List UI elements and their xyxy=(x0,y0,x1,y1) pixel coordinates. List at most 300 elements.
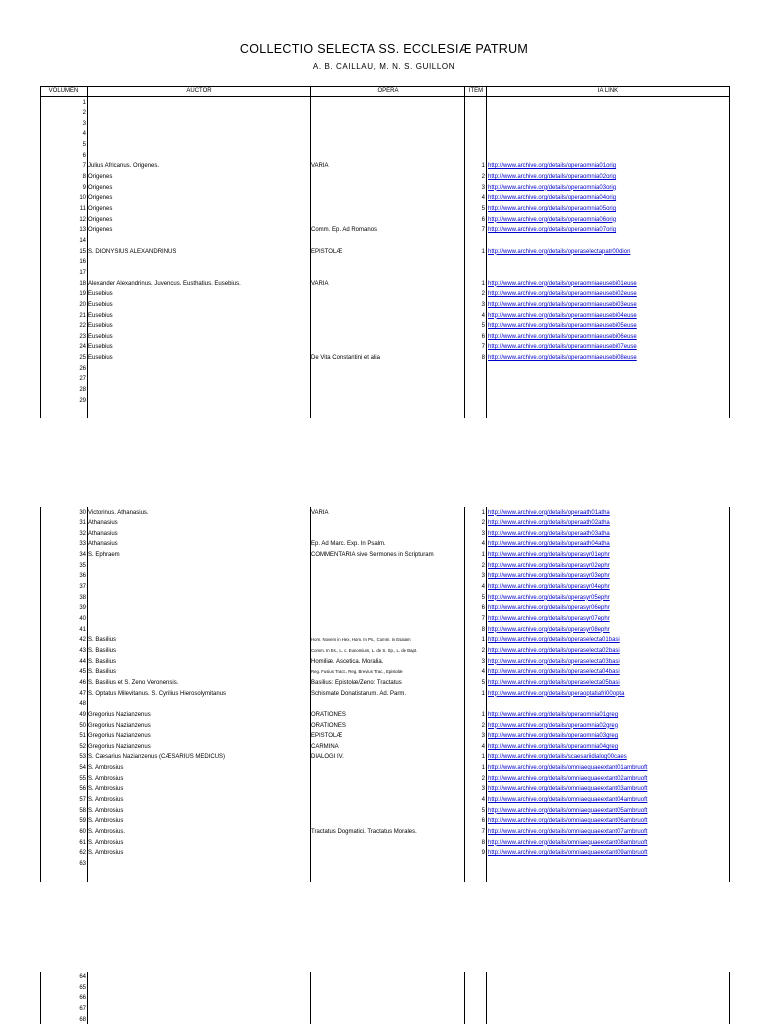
header-volumen: VOLUMEN xyxy=(48,88,79,94)
item-cell: 1 xyxy=(481,637,485,644)
table-row xyxy=(0,311,768,322)
volumen-cell: 1 xyxy=(82,99,86,106)
ia-link[interactable]: http://www.archive.org/details/operaomnia04greg xyxy=(488,743,619,750)
ia-link[interactable]: http://www.archive.org/details/operasyr06ephr xyxy=(488,605,610,612)
table-row xyxy=(0,279,768,290)
volumen-cell: 15 xyxy=(79,248,86,255)
opera-cell: Hom. Novem in Hex, Hom. In Ps., Comm. in Esaiam xyxy=(311,637,411,643)
opera-cell: DIALOGI IV. xyxy=(311,754,344,761)
table-row xyxy=(0,678,768,689)
table-row xyxy=(0,364,768,375)
ia-link[interactable]: http://www.archive.org/details/operaomniaeusebi01euse xyxy=(488,280,637,287)
volumen-cell: 55 xyxy=(79,775,86,782)
auctor-cell: S. Basilius xyxy=(88,647,117,654)
table-row xyxy=(0,172,768,183)
volumen-cell: 16 xyxy=(79,259,86,266)
table-row xyxy=(0,646,768,657)
ia-link[interactable]: http://www.archive.org/details/operaomnia04orig xyxy=(488,195,617,202)
volumen-cell: 56 xyxy=(79,786,86,793)
volumen-cell: 49 xyxy=(79,711,86,718)
table-row xyxy=(0,508,768,519)
table-row xyxy=(0,236,768,247)
table-row xyxy=(0,321,768,332)
ia-link[interactable]: http://www.archive.org/details/omniaequaeextant05ambruoft xyxy=(488,807,648,814)
ia-link[interactable]: http://www.archive.org/details/operaath01atha xyxy=(488,509,610,516)
table-row xyxy=(0,161,768,172)
volumen-cell: 25 xyxy=(79,355,86,362)
table-row xyxy=(0,689,768,700)
volumen-cell: 9 xyxy=(82,184,86,191)
item-cell: 4 xyxy=(481,195,485,202)
table-row xyxy=(0,593,768,604)
volumen-cell: 11 xyxy=(79,206,86,212)
table-row xyxy=(0,225,768,236)
item-cell: 1 xyxy=(481,711,485,718)
item-cell: 7 xyxy=(481,344,485,351)
volumen-cell: 61 xyxy=(79,839,86,846)
auctor-cell: S. Basilius xyxy=(88,637,117,644)
item-cell: 3 xyxy=(481,301,485,308)
item-cell: 2 xyxy=(481,722,485,729)
item-cell: 5 xyxy=(481,679,485,686)
table-row xyxy=(0,268,768,279)
table-row xyxy=(0,140,768,151)
auctor-cell: Alexander Alexandrinus. Juvencus. Eusthatius. Eusebius. xyxy=(88,280,241,287)
item-cell: 2 xyxy=(481,562,485,569)
ia-link[interactable]: http://www.archive.org/details/operaomnia07orig xyxy=(488,227,617,234)
volumen-cell: 21 xyxy=(79,312,86,319)
table-row xyxy=(0,518,768,529)
volumen-cell: 24 xyxy=(79,344,86,351)
ia-link[interactable]: http://www.archive.org/details/operaomniaeusebi04euse xyxy=(488,312,637,319)
opera-cell: Homiliæ. Ascetica. Moralia. xyxy=(311,658,384,665)
item-cell: 7 xyxy=(481,227,485,234)
ia-link[interactable]: http://www.archive.org/details/operaselecta01basi xyxy=(488,637,620,644)
item-cell: 6 xyxy=(481,216,485,223)
item-cell: 5 xyxy=(481,206,485,212)
ia-link[interactable]: http://www.archive.org/details/operaselecta03basi xyxy=(488,658,620,665)
ia-link[interactable]: http://www.archive.org/details/operaomniaeusebi02euse xyxy=(488,291,637,298)
ia-link[interactable]: http://www.archive.org/details/operasyr04ephr xyxy=(488,584,610,591)
table-row xyxy=(0,635,768,646)
volumen-cell: 64 xyxy=(79,974,86,980)
ia-link[interactable]: http://www.archive.org/details/omniaequaeextant04ambruoft xyxy=(488,797,648,804)
auctor-cell: Origenes xyxy=(88,174,113,181)
ia-link[interactable]: http://www.archive.org/details/operaomniaeusebi05euse xyxy=(488,323,637,330)
volumen-cell: 36 xyxy=(79,573,86,580)
table-row xyxy=(0,193,768,204)
ia-link[interactable]: http://www.archive.org/details/operaath04atha xyxy=(488,541,610,548)
volumen-cell: 45 xyxy=(79,669,86,676)
volumen-cell: 59 xyxy=(79,818,86,825)
ia-link[interactable]: http://www.archive.org/details/operaomnia05orig xyxy=(488,206,617,212)
volumen-cell: 26 xyxy=(79,365,86,372)
auctor-cell: Athanasius xyxy=(88,530,118,537)
auctor-cell: Eusebius xyxy=(88,344,113,351)
volumen-cell: 62 xyxy=(79,850,86,857)
ia-link[interactable]: http://www.archive.org/details/operasyr07ephr xyxy=(488,616,610,622)
auctor-cell: Origenes xyxy=(88,227,113,234)
ia-link[interactable]: http://www.archive.org/details/operaomniaeusebi08euse xyxy=(488,355,637,362)
item-cell: 1 xyxy=(481,765,485,772)
table-row xyxy=(0,374,768,385)
table-row xyxy=(0,972,768,983)
volumen-cell: 38 xyxy=(79,594,86,601)
opera-cell: ORATIONES xyxy=(311,711,346,718)
volumen-cell: 23 xyxy=(79,333,86,340)
volumen-cell: 7 xyxy=(82,163,86,170)
volumen-cell: 57 xyxy=(79,797,86,804)
table-header xyxy=(40,86,729,97)
table-row xyxy=(0,614,768,625)
item-cell: 4 xyxy=(481,797,485,804)
table-row xyxy=(0,300,768,311)
volumen-cell: 52 xyxy=(79,743,86,750)
table-row xyxy=(0,1004,768,1015)
table-row xyxy=(0,98,768,109)
item-cell: 1 xyxy=(481,163,485,170)
ia-link[interactable]: http://www.archive.org/details/operaselecta05basi xyxy=(488,679,620,686)
ia-link[interactable]: http://www.archive.org/details/omniaequaeextant02ambruoft xyxy=(488,775,648,782)
auctor-cell: Athanasius xyxy=(88,541,118,548)
table-row xyxy=(0,204,768,215)
volumen-cell: 40 xyxy=(79,616,86,622)
volumen-cell: 60 xyxy=(79,829,86,835)
item-cell: 3 xyxy=(481,658,485,665)
table-row xyxy=(0,151,768,162)
item-cell: 1 xyxy=(481,248,485,255)
item-cell: 3 xyxy=(481,786,485,793)
table-row xyxy=(0,774,768,785)
item-cell: 1 xyxy=(481,509,485,516)
auctor-cell: S. Basilius xyxy=(88,658,117,665)
volumen-cell: 12 xyxy=(79,216,86,223)
ia-link[interactable]: http://www.archive.org/details/omniaequaeextant06ambruoft xyxy=(488,818,648,825)
table-row xyxy=(0,257,768,268)
auctor-cell: Athanasius xyxy=(88,520,118,527)
opera-cell: VARIA xyxy=(311,509,329,516)
item-cell: 5 xyxy=(481,594,485,601)
auctor-cell: Victorinus. Athanasius. xyxy=(88,509,149,516)
table-row xyxy=(0,763,768,774)
volumen-cell: 10 xyxy=(79,195,86,202)
ia-link[interactable]: http://www.archive.org/details/operaomnia01orig xyxy=(488,163,617,170)
volumen-cell: 41 xyxy=(79,626,86,633)
volumen-cell: 35 xyxy=(79,562,86,569)
item-cell: 6 xyxy=(481,605,485,612)
auctor-cell: Eusebius xyxy=(88,355,113,362)
item-cell: 5 xyxy=(481,323,485,330)
table-row xyxy=(0,827,768,838)
table-row xyxy=(0,571,768,582)
table-row xyxy=(0,848,768,859)
ia-link[interactable]: http://www.archive.org/details/operaomnia03orig xyxy=(488,184,617,191)
item-cell: 1 xyxy=(481,754,485,761)
ia-link[interactable]: http://www.archive.org/details/operaselectapatr00dion xyxy=(488,248,631,255)
table-row xyxy=(0,289,768,300)
table-row xyxy=(0,353,768,364)
table-row xyxy=(0,603,768,614)
item-cell: 6 xyxy=(481,333,485,340)
table-row xyxy=(0,721,768,732)
table-row xyxy=(0,1015,768,1025)
auctor-cell: Origenes xyxy=(88,206,113,212)
volumen-cell: 32 xyxy=(79,530,86,537)
ia-link[interactable]: http://www.archive.org/details/operaomnia06orig xyxy=(488,216,617,223)
volumen-cell: 3 xyxy=(82,120,86,127)
item-cell: 4 xyxy=(481,312,485,319)
volumen-cell: 54 xyxy=(79,765,86,772)
ia-link[interactable]: http://www.archive.org/details/operaath03atha xyxy=(488,530,610,537)
volumen-cell: 2 xyxy=(82,110,86,117)
table-row xyxy=(0,983,768,994)
volumen-cell: 4 xyxy=(82,131,86,138)
opera-cell: VARIA xyxy=(311,280,329,287)
table-row xyxy=(0,838,768,849)
table-row xyxy=(0,561,768,572)
opera-cell: COMMENTARIA sive Sermones in Scripturam xyxy=(311,552,434,559)
item-cell: 2 xyxy=(481,291,485,298)
auctor-cell: Gregorius Nazianzenus xyxy=(88,711,151,718)
ia-link[interactable]: http://www.archive.org/details/operaath02atha xyxy=(488,520,610,527)
opera-cell: Comm. In Es., L. c. Eunomium, L. de S. Sp., L. de Bapt. xyxy=(311,647,418,653)
volumen-cell: 30 xyxy=(79,509,86,516)
opera-cell: Ep. Ad Marc. Exp. In Psalm. xyxy=(311,541,386,548)
table-row xyxy=(0,108,768,119)
ia-link[interactable]: http://www.archive.org/details/omniaequaeextant07ambruoft xyxy=(488,829,648,835)
table-row xyxy=(0,342,768,353)
volumen-cell: 51 xyxy=(79,733,86,740)
auctor-cell: S. Optatus Milevitanus. S. Cyrilius Hierosolymitanus xyxy=(88,690,227,697)
item-cell: 5 xyxy=(481,807,485,814)
auctor-cell: Gregorius Nazianzenus xyxy=(88,743,151,750)
volumen-cell: 8 xyxy=(82,174,86,181)
auctor-cell: Eusebius xyxy=(88,323,113,330)
volumen-cell: 44 xyxy=(79,658,86,665)
volumen-cell: 13 xyxy=(79,227,86,234)
header-opera: OPERA xyxy=(377,88,399,94)
ia-link[interactable]: http://www.archive.org/details/operaoptatiafri00opta xyxy=(488,690,625,697)
table-row xyxy=(0,752,768,763)
table-row xyxy=(0,183,768,194)
auctor-cell: S. Ambrosius xyxy=(88,797,124,804)
opera-cell: CARMINA xyxy=(311,743,339,750)
item-cell: 2 xyxy=(481,174,485,181)
ia-link[interactable]: http://www.archive.org/details/operaomniaeusebi06euse xyxy=(488,333,637,340)
volumen-cell: 37 xyxy=(79,584,86,591)
item-cell: 3 xyxy=(481,573,485,580)
auctor-cell: Eusebius xyxy=(88,333,113,340)
auctor-cell: S. Ephraem xyxy=(88,552,120,559)
auctor-cell: Origenes xyxy=(88,184,113,191)
ia-link[interactable]: http://www.archive.org/details/operaomnia02greg xyxy=(488,722,619,729)
opera-cell: VARIA xyxy=(311,163,329,170)
ia-link[interactable]: http://www.archive.org/details/operaomnia03greg xyxy=(488,733,619,740)
document-subtitle: A. B. CAILLAU, M. N. S. GUILLON xyxy=(312,62,456,71)
table-row xyxy=(0,385,768,396)
volumen-cell: 47 xyxy=(79,690,86,697)
auctor-cell: S. Basilius et S. Zeno Veronensis. xyxy=(88,679,179,686)
table-row xyxy=(0,550,768,561)
ia-link[interactable]: http://www.archive.org/details/operaomnia01greg xyxy=(488,711,619,718)
ia-link[interactable]: http://www.archive.org/details/operasyr08ephr xyxy=(488,626,610,633)
volumen-cell: 17 xyxy=(79,269,86,276)
item-cell: 4 xyxy=(481,743,485,750)
item-cell: 1 xyxy=(481,552,485,559)
table-row xyxy=(0,816,768,827)
item-cell: 3 xyxy=(481,733,485,740)
auctor-cell: Gregorius Nazianzenus xyxy=(88,733,151,740)
item-cell: 7 xyxy=(481,616,485,622)
table-row xyxy=(0,396,768,407)
header-auctor: AUCTOR xyxy=(186,88,212,94)
auctor-cell: Eusebius xyxy=(88,301,113,308)
ia-link[interactable]: http://www.archive.org/details/omniaequaeextant03ambruoft xyxy=(488,786,648,793)
auctor-cell: S. Ambrosius xyxy=(88,786,124,793)
auctor-cell: S. Ambrosius xyxy=(88,765,124,772)
auctor-cell: S. Cæsarius Nazianzenus (CÆSARIUS MEDICUS) xyxy=(88,754,226,761)
ia-link[interactable]: http://www.archive.org/details/operasyr02ephr xyxy=(488,562,610,569)
volumen-cell: 68 xyxy=(79,1016,86,1023)
item-cell: 6 xyxy=(481,818,485,825)
item-cell: 2 xyxy=(481,520,485,527)
volumen-cell: 29 xyxy=(79,397,86,404)
table-row xyxy=(0,667,768,678)
auctor-cell: S. Ambrosius xyxy=(88,775,124,782)
opera-cell: Reg. Fusius Tract., Reg. Brevius Trac., Epistolæ xyxy=(311,669,403,675)
table-row xyxy=(0,129,768,140)
ia-link[interactable]: http://www.archive.org/details/operasyr03ephr xyxy=(488,573,610,580)
volumen-cell: 39 xyxy=(79,605,86,612)
ia-link[interactable]: http://www.archive.org/details/omniaequaeextant01ambruoft xyxy=(488,765,648,772)
item-cell: 1 xyxy=(481,690,485,697)
item-cell: 8 xyxy=(481,626,485,633)
header-ia-link: IA LINK xyxy=(597,88,619,94)
ia-link[interactable]: http://www.archive.org/details/operaomniaeusebi03euse xyxy=(488,301,637,308)
item-cell: 2 xyxy=(481,647,485,654)
item-cell: 2 xyxy=(481,775,485,782)
table-row xyxy=(0,582,768,593)
auctor-cell: Origenes xyxy=(88,216,113,223)
opera-cell: EPISTOLÆ xyxy=(311,248,343,255)
table-row xyxy=(0,795,768,806)
volumen-cell: 6 xyxy=(82,152,86,159)
ia-link[interactable]: http://www.archive.org/details/omniaequaeextant08ambruoft xyxy=(488,839,648,846)
opera-cell: De Vita Constantini et alia xyxy=(311,355,380,362)
document-title: COLLECTIO SELECTA SS. ECCLESIÆ PATRUM xyxy=(239,42,529,56)
auctor-cell: S. Ambrosius xyxy=(88,818,124,825)
volumen-cell: 19 xyxy=(79,291,86,298)
volumen-cell: 33 xyxy=(79,541,86,548)
ia-link[interactable]: http://www.archive.org/details/omniaequaeextant09ambruoft xyxy=(488,850,648,857)
volumen-cell: 14 xyxy=(79,237,86,244)
auctor-cell: S. Basilius xyxy=(88,669,117,676)
opera-cell: Schismate Donatistarum. Ad. Parm. xyxy=(311,690,407,697)
table-row xyxy=(0,529,768,540)
opera-cell: EPISTOLÆ xyxy=(311,733,343,740)
auctor-cell: Origenes xyxy=(88,195,113,202)
item-cell: 8 xyxy=(481,355,485,362)
auctor-cell: S. DIONYSIUS ALEXANDRINUS xyxy=(88,248,177,255)
header-item: ITEM xyxy=(468,88,484,94)
ia-link[interactable]: http://www.archive.org/details/operasyr05ephr xyxy=(488,594,610,601)
item-cell: 3 xyxy=(481,184,485,191)
table-row xyxy=(0,699,768,710)
auctor-cell: S. Ambrosius. xyxy=(88,829,126,835)
opera-cell: Comm. Ep. Ad Romanos xyxy=(311,227,378,234)
ia-link[interactable]: http://www.archive.org/details/scaesariidialog00caes xyxy=(488,754,627,761)
table-row xyxy=(0,247,768,258)
volumen-cell: 5 xyxy=(82,142,86,149)
item-cell: 9 xyxy=(481,850,485,857)
opera-cell: Basilius: Epistolæ/Zeno: Tractatus xyxy=(311,679,402,686)
volumen-cell: 50 xyxy=(79,722,86,729)
table-row xyxy=(0,742,768,753)
auctor-cell: Gregorius Nazianzenus xyxy=(88,722,151,729)
ia-link[interactable]: http://www.archive.org/details/operasyr01ephr xyxy=(488,552,610,559)
volumen-cell: 42 xyxy=(79,637,86,644)
volumen-cell: 46 xyxy=(79,679,86,686)
table-row xyxy=(0,859,768,870)
auctor-cell: Eusebius xyxy=(88,291,113,298)
table-row xyxy=(0,731,768,742)
table-row xyxy=(0,119,768,130)
volumen-cell: 63 xyxy=(79,860,86,867)
opera-cell: ORATIONES xyxy=(311,722,346,729)
volumen-cell: 20 xyxy=(79,301,86,308)
table-row xyxy=(0,710,768,721)
item-cell: 8 xyxy=(481,839,485,846)
table-row xyxy=(0,539,768,550)
volumen-cell: 67 xyxy=(79,1005,86,1012)
volumen-cell: 34 xyxy=(79,552,86,559)
volumen-cell: 31 xyxy=(79,520,86,527)
auctor-cell: S. Ambrosius xyxy=(88,850,124,857)
ia-link[interactable]: http://www.archive.org/details/operaselecta02basi xyxy=(488,647,620,654)
auctor-cell: Julius Africanus. Origenes. xyxy=(88,163,160,170)
volumen-cell: 27 xyxy=(79,376,86,383)
auctor-cell: Eusebius xyxy=(88,312,113,319)
volumen-cell: 66 xyxy=(79,995,86,1002)
volumen-cell: 22 xyxy=(79,323,86,330)
table-row xyxy=(0,806,768,817)
volumen-cell: 28 xyxy=(79,387,86,394)
table-row xyxy=(0,625,768,636)
item-cell: 4 xyxy=(481,541,485,548)
table-row xyxy=(0,784,768,795)
auctor-cell: S. Ambrosius xyxy=(88,807,124,814)
item-cell: 1 xyxy=(481,280,485,287)
volumen-cell: 65 xyxy=(79,984,86,991)
item-cell: 7 xyxy=(481,829,485,835)
auctor-cell: S. Ambrosius xyxy=(88,839,124,846)
volumen-cell: 53 xyxy=(79,754,86,761)
table-row xyxy=(0,993,768,1004)
volumen-cell: 48 xyxy=(79,701,86,708)
item-cell: 4 xyxy=(481,669,485,676)
table-row xyxy=(0,657,768,668)
volumen-cell: 18 xyxy=(79,280,86,287)
item-cell: 4 xyxy=(481,584,485,591)
ia-link[interactable]: http://www.archive.org/details/operaomniaeusebi07euse xyxy=(488,344,637,351)
item-cell: 3 xyxy=(481,530,485,537)
volumen-cell: 43 xyxy=(79,647,86,654)
opera-cell: Tractatus Dogmatici. Tractatus Morales. xyxy=(311,829,417,835)
volumen-cell: 58 xyxy=(79,807,86,814)
ia-link[interactable]: http://www.archive.org/details/operaselecta04basi xyxy=(488,669,620,676)
ia-link[interactable]: http://www.archive.org/details/operaomnia02orig xyxy=(488,174,617,181)
table-row xyxy=(0,215,768,226)
